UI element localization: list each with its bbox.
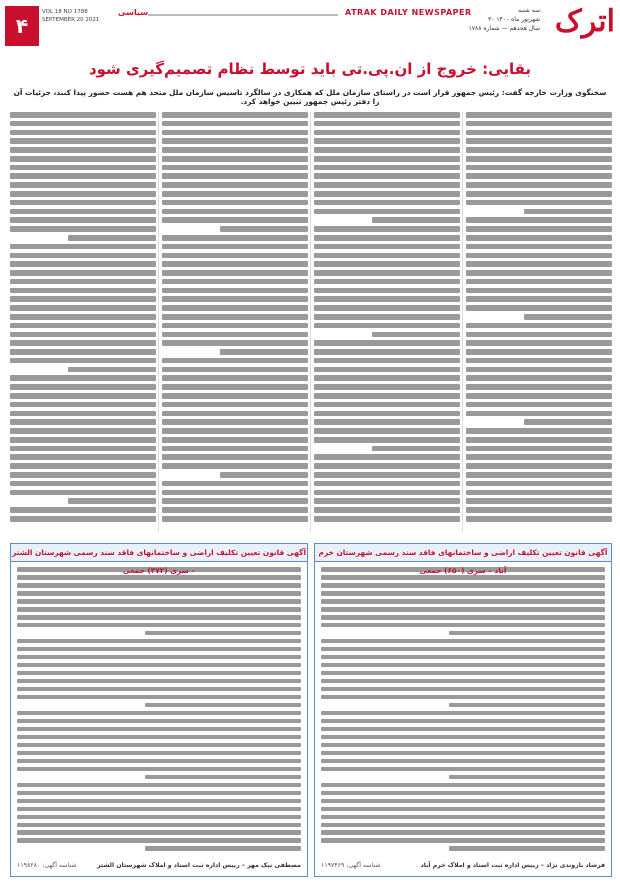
text-line [466, 428, 612, 434]
text-line [10, 173, 156, 179]
text-line [162, 156, 308, 162]
text-line [321, 695, 605, 700]
text-line [466, 472, 612, 478]
text-line [314, 235, 460, 241]
text-line [314, 209, 460, 215]
text-line [162, 419, 308, 425]
text-line [10, 130, 156, 136]
text-line [321, 823, 605, 828]
issue-date [469, 6, 540, 33]
text-line [321, 679, 605, 684]
text-line [372, 217, 460, 223]
text-line [449, 703, 605, 708]
text-line [314, 173, 460, 179]
text-line [466, 507, 612, 513]
text-line [372, 332, 460, 338]
text-line [162, 288, 308, 294]
text-line [314, 112, 460, 118]
text-line [10, 402, 156, 408]
text-line [10, 288, 156, 294]
text-line [10, 253, 156, 259]
text-line [17, 735, 301, 740]
text-line [466, 112, 612, 118]
text-line [321, 783, 605, 788]
text-line [321, 607, 605, 612]
text-line [162, 490, 308, 496]
text-line [321, 759, 605, 764]
text-line [17, 743, 301, 748]
text-line [321, 615, 605, 620]
text-line [162, 305, 308, 311]
issue-meta-line: VOL 18 NO 1788 [42, 9, 88, 15]
section-label: سیاسی [118, 8, 149, 17]
text-line [466, 253, 612, 259]
text-line [162, 454, 308, 460]
text-line [466, 305, 612, 311]
text-line [314, 138, 460, 144]
text-line [321, 767, 605, 772]
text-line [321, 583, 605, 588]
text-line [17, 791, 301, 796]
text-line [314, 498, 460, 504]
text-line [314, 156, 460, 162]
text-line [10, 393, 156, 399]
text-line [314, 147, 460, 153]
text-line [10, 446, 156, 452]
text-line [10, 314, 156, 320]
text-line [162, 428, 308, 434]
text-line [466, 147, 612, 153]
text-line [10, 358, 156, 364]
text-line [321, 751, 605, 756]
text-line [321, 663, 605, 668]
text-line [162, 481, 308, 487]
text-line [466, 481, 612, 487]
text-line [321, 727, 605, 732]
text-line [17, 767, 301, 772]
text-line [314, 288, 460, 294]
text-line [220, 472, 308, 478]
text-line [10, 182, 156, 188]
text-line [466, 490, 612, 496]
text-line [466, 288, 612, 294]
text-line [145, 631, 301, 636]
text-line [162, 332, 308, 338]
text-line [466, 349, 612, 355]
text-line [321, 591, 605, 596]
text-line [314, 200, 460, 206]
notice-body [11, 562, 307, 859]
text-line [321, 655, 605, 660]
text-line [162, 375, 308, 381]
text-line [314, 121, 460, 127]
text-line [466, 367, 612, 373]
text-line [314, 516, 460, 522]
date-line: ۳۰ شهریور ماه ۱۴۰۰ [487, 16, 540, 23]
text-line [17, 607, 301, 612]
text-line [10, 454, 156, 460]
text-line [17, 655, 301, 660]
text-line [10, 209, 156, 215]
text-line [466, 138, 612, 144]
text-line [321, 639, 605, 644]
article-headline: بقایی: خروج از ان.پی.تی باید توسط نظام تصمیم‌گیری شود [88, 60, 532, 78]
text-line [68, 498, 156, 504]
text-line [162, 130, 308, 136]
text-line [162, 393, 308, 399]
notice-signature: مصطفی نیک مهر – رییس اداره ثبت اسناد و املاک شهرستان الشتر [96, 861, 301, 869]
text-line [10, 279, 156, 285]
text-line [524, 419, 612, 425]
text-line [314, 375, 460, 381]
text-line [162, 112, 308, 118]
text-line [10, 217, 156, 223]
page-header [0, 0, 620, 58]
text-line [145, 703, 301, 708]
text-line [17, 830, 301, 835]
text-line [321, 807, 605, 812]
article-column-2 [314, 112, 460, 532]
notice-id: شناسه آگهی: ۱۱۹۷۴۶۹ [321, 861, 381, 869]
text-line [10, 261, 156, 267]
text-line [162, 463, 308, 469]
notice-footer [17, 858, 301, 872]
text-line [162, 384, 308, 390]
text-line [321, 671, 605, 676]
text-line [449, 846, 605, 851]
text-line [314, 481, 460, 487]
text-line [466, 437, 612, 443]
text-line [162, 323, 308, 329]
text-line [314, 472, 460, 478]
text-line [314, 165, 460, 171]
text-line [466, 454, 612, 460]
text-line [321, 719, 605, 724]
text-line [145, 846, 301, 851]
text-line [10, 323, 156, 329]
text-line [162, 138, 308, 144]
date-line: سال هجدهم — شماره ۱۷۸۸ [468, 25, 540, 32]
text-line [321, 599, 605, 604]
text-line [10, 270, 156, 276]
text-line [321, 791, 605, 796]
text-line [10, 340, 156, 346]
text-line [10, 156, 156, 162]
text-line [10, 481, 156, 487]
text-line [314, 253, 460, 259]
text-line [524, 314, 612, 320]
text-line [162, 340, 308, 346]
text-line [10, 516, 156, 522]
text-line [10, 349, 156, 355]
date-line: سه شنبه [517, 7, 540, 14]
text-line [145, 775, 301, 780]
text-line [10, 121, 156, 127]
text-line [162, 217, 308, 223]
text-line [466, 375, 612, 381]
text-line [314, 314, 460, 320]
column-divider [462, 112, 463, 532]
text-line [449, 775, 605, 780]
text-line [466, 402, 612, 408]
text-line [17, 711, 301, 716]
text-line [466, 182, 612, 188]
text-line [162, 261, 308, 267]
text-line [68, 367, 156, 373]
text-line [10, 384, 156, 390]
text-line [220, 349, 308, 355]
legal-notice-aleshtar [10, 543, 308, 877]
text-line [17, 799, 301, 804]
text-line [314, 454, 460, 460]
notice-footer [321, 858, 605, 872]
text-line [10, 296, 156, 302]
text-line [10, 437, 156, 443]
text-line [162, 367, 308, 373]
text-line [17, 647, 301, 652]
text-line [10, 226, 156, 232]
text-line [10, 332, 156, 338]
text-line [314, 411, 460, 417]
text-line [10, 244, 156, 250]
text-line [162, 314, 308, 320]
legal-notice-khorramabad [314, 543, 612, 877]
text-line [314, 507, 460, 513]
text-line [17, 815, 301, 820]
text-line [17, 759, 301, 764]
text-line [162, 507, 308, 513]
text-line [466, 411, 612, 417]
text-line [17, 807, 301, 812]
text-line [314, 349, 460, 355]
text-line [220, 226, 308, 232]
text-line [314, 358, 460, 364]
text-line [466, 244, 612, 250]
text-line [466, 217, 612, 223]
text-line [17, 599, 301, 604]
text-line [314, 490, 460, 496]
text-line [17, 687, 301, 692]
text-line [321, 647, 605, 652]
text-line [10, 191, 156, 197]
text-line [17, 591, 301, 596]
text-line [314, 437, 460, 443]
text-line [10, 112, 156, 118]
text-line [314, 279, 460, 285]
text-line [17, 639, 301, 644]
article-column-1 [466, 112, 612, 532]
text-line [162, 516, 308, 522]
text-line [466, 270, 612, 276]
text-line [466, 165, 612, 171]
text-line [466, 516, 612, 522]
notice-title: آگهی قانون تعیین تکلیف اراضی و ساختمانهای فاقد سند رسمی شهرستان الشتر – سری (۳۷۲) جمعی [11, 544, 307, 562]
text-line [466, 358, 612, 364]
text-line [10, 463, 156, 469]
text-line [321, 735, 605, 740]
text-line [314, 270, 460, 276]
text-line [10, 200, 156, 206]
text-line [321, 687, 605, 692]
text-line [466, 191, 612, 197]
text-line [466, 498, 612, 504]
text-line [10, 472, 156, 478]
text-line [314, 402, 460, 408]
text-line [466, 323, 612, 329]
notice-body [315, 562, 611, 859]
text-line [314, 384, 460, 390]
text-line [466, 463, 612, 469]
notice-signature: فرشاد بازوندی نژاد – رییس اداره ثبت اسناد و املاک خرم آباد [420, 861, 605, 869]
text-line [162, 121, 308, 127]
article-subhead: سخنگوی وزارت خارجه گفت: رئیس جمهور قرار است در راستای سازمان ملل که همکاری در سالگرد تاسیس سازمان ملل متحد هم هست حضور پیدا کنند، جزئیات آن را دفتر رئیس جمهور تبیین خواهد کرد. [13, 88, 607, 106]
text-line [314, 182, 460, 188]
text-line [17, 663, 301, 668]
text-line [314, 130, 460, 136]
text-line [321, 830, 605, 835]
text-line [162, 235, 308, 241]
text-line [162, 296, 308, 302]
text-line [17, 583, 301, 588]
article-column-4 [10, 112, 156, 532]
text-line [17, 679, 301, 684]
text-line [10, 305, 156, 311]
text-line [68, 235, 156, 241]
text-line [466, 130, 612, 136]
notice-title: آگهی قانون تعیین تکلیف اراضی و ساختمانهای فاقد سند رسمی شهرستان خرم آباد – سری (۶۵۰) جمعی [315, 544, 611, 562]
text-line [314, 428, 460, 434]
text-line [10, 507, 156, 513]
text-line [321, 799, 605, 804]
text-line [466, 261, 612, 267]
text-line [314, 340, 460, 346]
text-line [466, 121, 612, 127]
text-line [466, 235, 612, 241]
text-line [466, 393, 612, 399]
text-line [321, 838, 605, 843]
text-line [162, 270, 308, 276]
text-line [10, 428, 156, 434]
page-number: ۴ [5, 6, 39, 46]
issue-meta [42, 8, 99, 24]
newspaper-logo [545, 4, 615, 48]
text-line [321, 743, 605, 748]
text-line [162, 200, 308, 206]
text-line [162, 173, 308, 179]
text-line [466, 332, 612, 338]
text-line [17, 823, 301, 828]
text-line [162, 244, 308, 250]
text-line [321, 815, 605, 820]
text-line [314, 305, 460, 311]
text-line [314, 226, 460, 232]
text-line [162, 279, 308, 285]
text-line [466, 296, 612, 302]
text-line [162, 437, 308, 443]
text-line [314, 244, 460, 250]
text-line [466, 279, 612, 285]
text-line [17, 695, 301, 700]
notice-id: شناسه آگهی: ۱۱۹۸۲۸۰ [17, 861, 77, 869]
text-line [10, 147, 156, 153]
text-line [466, 384, 612, 390]
text-line [314, 191, 460, 197]
text-line [10, 419, 156, 425]
text-line [162, 182, 308, 188]
text-line [449, 631, 605, 636]
text-line [17, 671, 301, 676]
header-divider [148, 14, 338, 16]
text-line [10, 165, 156, 171]
text-line [314, 261, 460, 267]
text-line [17, 719, 301, 724]
newspaper-name: ATRAK DAILY NEWSPAPER [345, 8, 472, 17]
issue-meta-line: SEPTEMBER 20 2021 [42, 17, 100, 23]
text-line [162, 147, 308, 153]
text-line [466, 340, 612, 346]
logo-text: اترک [554, 4, 615, 39]
text-line [314, 367, 460, 373]
text-line [466, 446, 612, 452]
text-line [162, 209, 308, 215]
text-line [17, 727, 301, 732]
text-line [162, 253, 308, 259]
text-line [321, 711, 605, 716]
text-line [162, 165, 308, 171]
text-line [17, 615, 301, 620]
text-line [466, 200, 612, 206]
text-line [17, 838, 301, 843]
text-line [162, 498, 308, 504]
text-line [524, 209, 612, 215]
text-line [321, 623, 605, 628]
text-line [10, 411, 156, 417]
text-line [162, 402, 308, 408]
text-line [10, 375, 156, 381]
text-line [466, 156, 612, 162]
text-line [314, 393, 460, 399]
text-line [314, 296, 460, 302]
column-divider [310, 112, 311, 532]
text-line [466, 173, 612, 179]
text-line [162, 191, 308, 197]
text-line [372, 446, 460, 452]
text-line [10, 138, 156, 144]
text-line [314, 323, 460, 329]
text-line [162, 446, 308, 452]
text-line [17, 751, 301, 756]
text-line [10, 490, 156, 496]
text-line [314, 463, 460, 469]
text-line [466, 226, 612, 232]
text-line [17, 623, 301, 628]
text-line [162, 358, 308, 364]
text-line [314, 419, 460, 425]
text-line [162, 411, 308, 417]
column-divider [158, 112, 159, 532]
article-column-3 [162, 112, 308, 532]
text-line [17, 783, 301, 788]
